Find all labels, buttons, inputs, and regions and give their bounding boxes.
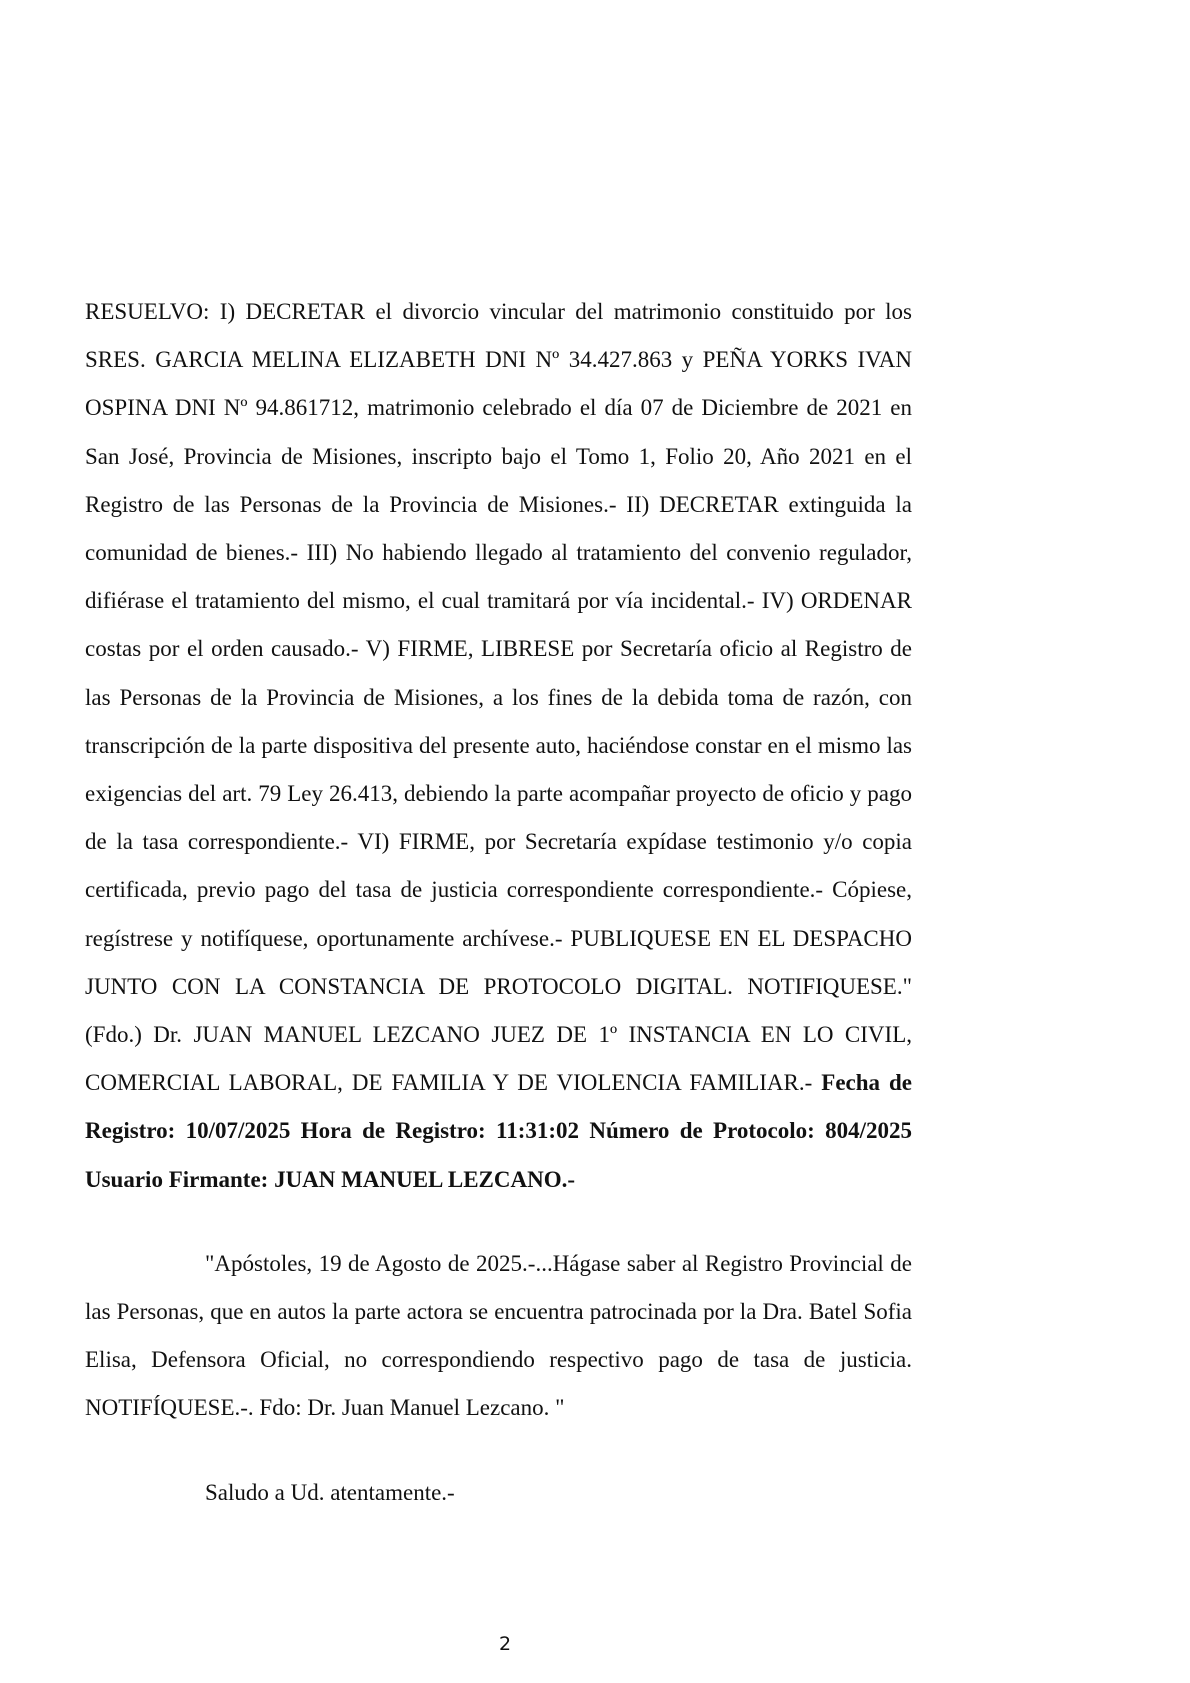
- page-number: 2: [498, 1633, 512, 1655]
- quoted-decree-paragraph: "Apóstoles, 19 de Agosto de 2025.-...Hágase saber al Registro Provincial de las Personas, que en autos la parte actora se encuentra patrocinada por la Dra. Batel Sofia Elisa, Defensora Oficial, no correspondiendo respectivo pago de tasa de justicia. NOTIFÍQUESE.-. Fdo: Dr. Juan Manuel Lezcano. ": [85, 1250, 912, 1421]
- resolution-paragraph: [85, 288, 912, 1204]
- registry-info-text: Fecha de Registro: 10/07/2025 Hora de Registro: 11:31:02 Número de Protocolo: 804/2025 Usuario Firmante: JUAN MANUEL LEZCANO.-: [85, 1070, 913, 1192]
- resolution-text: RESUELVO: I) DECRETAR el divorcio vincular del matrimonio constituido por los SRES. GARCIA MELINA ELIZABETH DNI Nº 34.427.863 y PEÑA YORKS IVAN OSPINA DNI Nº 94.861712, matrimonio celebrado el día 07 de Diciembre de 2021 en San José, Provincia de Misiones, inscripto bajo el Tomo 1, Folio 20, Año 2021 en el Registro de las Personas de la Provincia de Misiones.- II) DECRETAR extinguida la comunidad de bienes.- III) No habiendo llegado al tratamiento del convenio regulador, difiérase el tratamiento del mismo, el cual tramitará por vía incidental.- IV) ORDENAR costas por el orden causado.- V) FIRME, LIBRESE por Secretaría oficio al Registro de las Personas de la Provincia de Misiones, a los fines de la debida toma de razón, con transcripción de la parte dispositiva del presente auto, haciéndose constar en el mismo las exigencias del art. 79 Ley 26.413, debiendo la parte acompañar proyecto de oficio y pago de la tasa correspondiente.- VI) FIRME, por Secretaría expídase testimonio y/o copia certificada, previo pago del tasa de justicia correspondiente correspondiente.- Cópiese, regístrese y notifíquese, oportunamente archívese.- PUBLIQUESE EN EL DESPACHO JUNTO CON LA CONSTANCIA DE PROTOCOLO DIGITAL. NOTIFIQUESE." (Fdo.) Dr. JUAN MANUEL LEZCANO JUEZ DE 1º INSTANCIA EN LO CIVIL, COMERCIAL LABORAL, DE FAMILIA Y DE VIOLENCIA FAMILIAR.-: [85, 299, 912, 1096]
- closing-salutation: Saludo a Ud. atentamente.-: [205, 1479, 455, 1505]
- document-body: [85, 288, 912, 1517]
